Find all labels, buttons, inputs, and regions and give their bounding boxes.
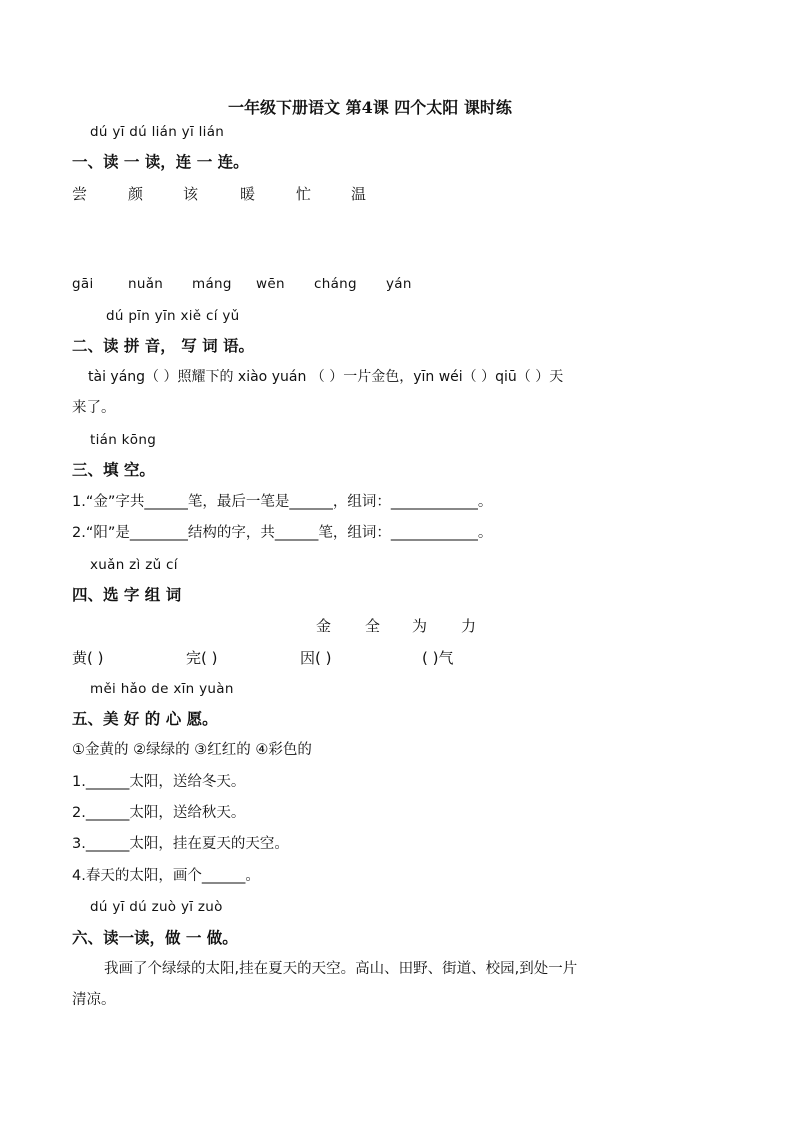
s1-char: 尝: [72, 185, 88, 203]
s4-option: 力: [461, 617, 477, 635]
s6-pinyin: dú yī dú zuò yī zuò: [90, 899, 223, 915]
s2-heading: 二、读 拼 音， 写 词 语。: [72, 337, 254, 355]
s4-heading: 四、选 字 组 词: [72, 586, 182, 604]
s4-item: 因( ): [300, 649, 332, 667]
s2-line1: tài yáng（ ）照耀下的 xiào yuán （ ）一片金色，yīn wéi（ ）qiū（ ）天: [88, 369, 564, 385]
s5-choices: ①金黄的 ②绿绿的 ③红红的 ④彩色的: [72, 742, 312, 758]
s3-pinyin: tián kōng: [90, 432, 157, 448]
s5-heading: 五、美 好 的 心 愿。: [72, 710, 218, 728]
s1-char: 温: [351, 185, 367, 203]
s5-pinyin: měi hǎo de xīn yuàn: [90, 681, 234, 697]
s5-question-1: 1.______太阳，送给冬天。: [72, 774, 246, 790]
s3-heading: 三、填 空。: [72, 461, 155, 479]
s4-pinyin: xuǎn zì zǔ cí: [90, 557, 178, 573]
s4-item: 完( ): [186, 649, 218, 667]
s1-pinyin-option: cháng: [314, 276, 357, 292]
s5-question-3: 3.______太阳，挂在夏天的天空。: [72, 836, 289, 852]
s4-item: 黄( ): [72, 649, 104, 667]
s5-question-2: 2.______太阳，送给秋天。: [72, 805, 246, 821]
s1-pinyin-option: nuǎn: [128, 276, 164, 292]
s4-option: 金: [316, 617, 332, 635]
s1-char: 颜: [128, 185, 144, 203]
s4-item: ( )气: [422, 649, 454, 667]
page-title: 一年级下册语文 第4课 四个太阳 课时练: [228, 98, 512, 117]
s4-option: 为: [412, 617, 428, 635]
s1-pinyin: dú yī dú lián yī lián: [90, 124, 225, 140]
s4-option: 全: [365, 617, 381, 635]
s6-paragraph-line2: 清凉。: [72, 992, 116, 1008]
s1-pinyin-option: wēn: [256, 276, 285, 292]
s2-pinyin: dú pīn yīn xiě cí yǔ: [106, 308, 240, 324]
s1-pinyin-option: gāi: [72, 276, 94, 292]
s1-pinyin-option: máng: [192, 276, 232, 292]
s6-paragraph-line1: 我画了个绿绿的太阳,挂在夏天的天空。高山、田野、街道、校园,到处一片: [104, 961, 578, 977]
s1-char: 忙: [296, 185, 312, 203]
s6-heading: 六、读一读，做 一 做。: [72, 929, 238, 947]
s1-char: 该: [183, 185, 199, 203]
s1-char: 暖: [240, 185, 256, 203]
s2-line2: 来了。: [72, 400, 116, 416]
s1-pinyin-option: yán: [386, 276, 412, 292]
s3-question-1: 1.“金”字共______笔，最后一笔是______，组词：____________。: [72, 494, 493, 510]
s5-question-4: 4.春天的太阳，画个______。: [72, 868, 260, 884]
s1-heading: 一、读 一 读，连 一 连。: [72, 153, 249, 171]
s3-question-2: 2.“阳”是________结构的字，共______笔，组词：____________。: [72, 525, 493, 541]
